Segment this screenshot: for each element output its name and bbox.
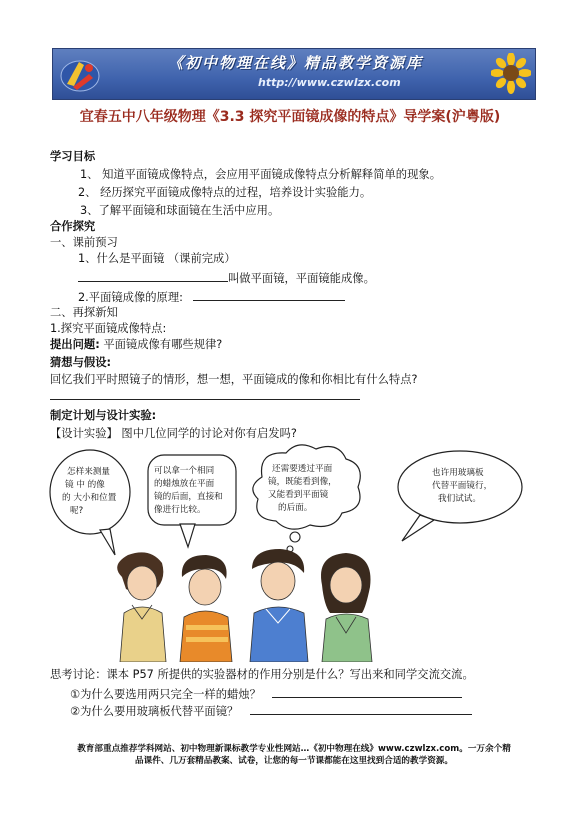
bubble-2-line-4: 像进行比较。 xyxy=(154,505,206,515)
answer-blank-4[interactable] xyxy=(272,686,462,698)
bubble-4-line-1: 也许用玻璃板 xyxy=(432,468,484,478)
header-banner xyxy=(52,48,536,100)
discussion-question-2 xyxy=(70,703,472,719)
footer-line-1: 教育部重点推荐学科网站、初中物理新课标教学专业性网站…《初中物理在线》www.czwlzx.com。一万余个精 xyxy=(77,744,511,754)
bubble-1-line-4: 呢? xyxy=(70,506,84,516)
bubble-3-line-1: 还需要透过平面 xyxy=(272,464,333,474)
student-3 xyxy=(250,549,308,662)
discussion-intro: 思考讨论：课本 P57 所提供的实验器材的作用分别是什么？写出来和同学交流交流。 xyxy=(50,668,474,681)
student-2 xyxy=(180,555,232,662)
problem-text: 平面镜成像有哪些规律? xyxy=(103,338,223,351)
answer-blank-3[interactable] xyxy=(50,399,360,400)
site-logo-icon xyxy=(59,54,101,94)
coop-heading: 合作探究 xyxy=(50,220,96,233)
design-label: 【设计实验】 xyxy=(50,427,118,440)
discussion-illustration xyxy=(40,437,540,662)
design-text: 图中几位同学的讨论对你有启发吗? xyxy=(121,427,297,440)
question-2-label: 2.平面镜成像的原理: xyxy=(78,291,183,304)
bubble-4-line-3: 我们试试。 xyxy=(438,494,481,504)
document-title: 宜春五中八年级物理《3.3 探究平面镜成像的特点》导学案(沪粤版) xyxy=(79,109,501,125)
bubble-2-line-1: 可以拿一个相同 xyxy=(154,466,215,476)
speech-bubble-2 xyxy=(148,455,236,547)
question-1: 1、什么是平面镜 （课前完成） xyxy=(78,252,236,265)
discussion-question-1 xyxy=(70,686,462,702)
question-1-tail: 叫做平面镜，平面镜能成像。 xyxy=(228,272,375,285)
plan-label: 制定计划与设计实验: xyxy=(50,409,157,422)
bubble-2-line-3: 镜的后面，直接和 xyxy=(154,492,223,502)
problem-line xyxy=(50,338,222,352)
objective-item-1: 1、 知道平面镜成像特点，会应用平面镜成像特点分析解释简单的现象。 xyxy=(80,168,441,181)
page-footer xyxy=(48,743,540,767)
speech-bubble-4 xyxy=(398,451,522,541)
footer-line-2: 品课件、几万套精品教案、试卷，让您的每一节课都能在这里找到合适的教学资源。 xyxy=(135,756,453,766)
bubble-1-line-2: 镜 中 的像 xyxy=(65,480,105,490)
discussion-question-2-text: ②为什么要用玻璃板代替平面镜？ xyxy=(70,705,239,718)
problem-label: 提出问题: xyxy=(50,338,100,351)
answer-blank-5[interactable] xyxy=(250,703,472,715)
hypothesis-text: 回忆我们平时照镜子的情形，想一想，平面镜成的像和你相比有什么特点? xyxy=(50,373,418,386)
section2-sub1: 1.探究平面镜成像特点: xyxy=(50,322,167,335)
bubble-3-line-2: 镜，既能看到像， xyxy=(268,477,337,487)
answer-blank-1[interactable] xyxy=(78,270,228,282)
answer-blank-2[interactable] xyxy=(193,289,345,301)
sunflower-icon xyxy=(491,53,531,95)
bubble-1-line-3: 的 大小和位置 xyxy=(62,493,117,503)
bubble-4-line-2: 代替平面镜行， xyxy=(432,481,493,491)
bubble-3-line-3: 又能看到平面镜 xyxy=(268,490,329,500)
discussion-question-1-text: ①为什么要选用两只完全一样的蜡烛？ xyxy=(70,688,261,701)
section1-heading: 一、课前预习 xyxy=(50,236,118,249)
student-4 xyxy=(321,553,372,662)
speech-bubble-1 xyxy=(50,450,130,555)
objectives-heading: 学习目标 xyxy=(50,150,96,163)
speech-bubble-3 xyxy=(253,445,360,552)
question-2 xyxy=(78,289,345,305)
hypothesis-label: 猜想与假设: xyxy=(50,356,112,369)
banner-title: 《初中物理在线》精品教学资源库 xyxy=(168,54,424,72)
objective-item-3: 3、了解平面镜和球面镜在生活中应用。 xyxy=(80,204,280,217)
bubble-3-line-4: 的后面。 xyxy=(278,503,313,513)
section2-heading: 二、再探新知 xyxy=(50,306,118,319)
bubble-2-line-2: 的蜡烛放在平面 xyxy=(154,479,215,489)
banner-url[interactable]: http://www.czwlzx.com xyxy=(258,76,401,89)
student-1 xyxy=(117,552,166,662)
bubble-1-line-1: 怎样来测量 xyxy=(67,467,110,477)
question-1-line xyxy=(78,270,375,286)
objective-item-2: 2、 经历探究平面镜成像特点的过程，培养设计实验能力。 xyxy=(78,186,372,199)
